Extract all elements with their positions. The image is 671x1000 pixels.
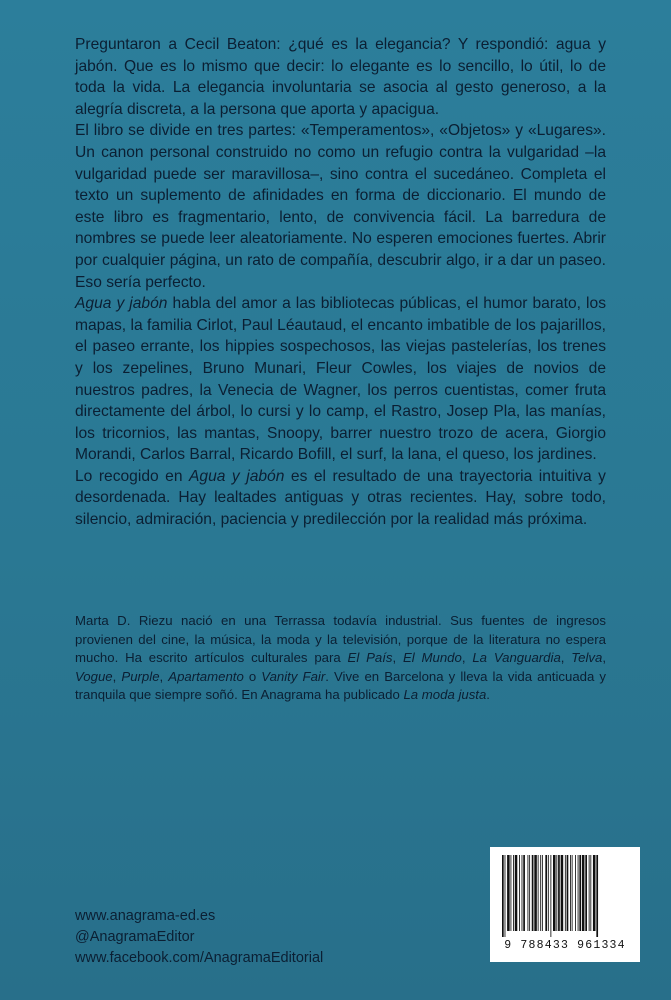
barcode-bar — [522, 855, 523, 931]
barcode-bar — [505, 855, 506, 937]
barcode-bar — [593, 855, 596, 931]
barcode-bar — [534, 855, 537, 931]
barcode-bar — [523, 855, 525, 931]
barcode-bar — [578, 855, 579, 931]
barcode-bar — [529, 855, 530, 931]
isbn-digits: 9 788433 961334 — [504, 939, 626, 952]
blurb-paragraph-2: El libro se divide en tres partes: «Temperamentos», «Objetos» y «Lugares». Un canon personal construido no como un refugio contra la vulgaridad –la vulgaridad puede ser maravillosa–, sino contra el sucedáneo. Completa el texto un suplemento de afinidades en forma de diccionario. El mundo de este libro es fragmentario, lento, de convivencia fácil. La barredura de nombres se puede leer aleatoriamente. No esperen emociones fuertes. Abrir por cualquier página, un rato de compañía, descubrir algo, ir a dar un paseo. Eso sería perfecto. — [75, 122, 606, 291]
blurb-text — [75, 34, 606, 531]
barcode-bar — [590, 855, 591, 931]
publication-title: La Vanguardia — [472, 650, 561, 666]
bio-separator: , — [112, 668, 122, 684]
bio-separator: , — [602, 650, 606, 666]
barcode-bar — [542, 855, 543, 931]
bio-separator: o — [243, 668, 262, 684]
barcode-bar — [556, 855, 557, 931]
barcode-bar — [545, 855, 547, 931]
barcode-bar — [532, 855, 534, 931]
barcode-bar — [579, 855, 581, 931]
barcode-bar — [513, 855, 514, 931]
barcode-bar — [575, 855, 576, 931]
barcode-bar — [553, 855, 556, 931]
barcode-bars — [500, 855, 630, 937]
book-title: Agua y jabón — [75, 295, 168, 313]
publication-title: Apartamento — [168, 668, 244, 684]
twitter-handle[interactable]: @AnagramaEditor — [75, 929, 195, 945]
barcode-bar — [548, 855, 549, 931]
barcode-bar — [585, 855, 587, 931]
barcode-bar — [567, 855, 569, 931]
author-bio-paragraph — [75, 612, 606, 705]
bio-text: . — [486, 687, 490, 703]
bio-text: Marta D. Riezu nació en una Terrassa todavía industrial. Sus fuentes de ingresos provienen del cine, la música, la moda y la televisión, porque de la literatura no espera mucho. Ha escrito artículos culturales para — [75, 613, 606, 666]
barcode-bar — [582, 855, 585, 931]
barcode-bar — [570, 855, 571, 931]
blurb-paragraph-4-lead: Lo recogido en — [75, 467, 190, 485]
barcode-bar — [515, 855, 518, 931]
blurb-paragraph-4 — [75, 466, 606, 531]
barcode-bar — [511, 855, 512, 931]
book-title: Agua y jabón — [189, 467, 285, 485]
blurb-paragraph-4-text: es el resultado de una trayectoria intuitiva y desordenada. Hay lealtades antiguas y otras recientes. Hay, sobre todo, silencio, admiración, paciencia y predilección por la realidad más próxima. — [75, 467, 606, 529]
barcode-bar — [565, 855, 566, 931]
publisher-links — [75, 906, 323, 969]
website-link[interactable]: www.anagrama-ed.es — [75, 908, 216, 924]
barcode-bar — [540, 855, 541, 931]
bio-separator: , — [392, 650, 403, 666]
blurb-paragraph-3 — [75, 293, 606, 466]
barcode-bar — [538, 855, 539, 931]
publication-title: Purple — [121, 668, 160, 684]
bio-separator: , — [560, 650, 572, 666]
barcode-bar — [596, 855, 598, 937]
publication-title: Vogue — [75, 668, 113, 684]
barcode-bar — [502, 855, 504, 937]
bio-separator: , — [159, 668, 169, 684]
barcode-bar — [561, 855, 564, 931]
barcode-bar — [519, 855, 520, 931]
isbn-barcode — [490, 847, 640, 962]
bio-separator: , — [461, 650, 473, 666]
barcode-bar — [558, 855, 560, 931]
blurb-paragraph-3-text: habla del amor a las bibliotecas públicas, el humor barato, los mapas, la familia Cirlot, Paul Léautaud, el encanto imbatible de los pajarillos, el paseo errante, los hippies sospechosos, las viejas pastelerías, los trenes y los zepelines, Bruno Munari, Fleur Cowles, los viajes de novios de nuestros padres, la Venecia de Wagner, los perros cuentistas, comer fruta directamente del árbol, lo cursi y lo camp, el Rastro, Josep Pla, las manías, los tricornios, las mantas, Snoopy, barrer nuestro trozo de acera, Giorgio Morandi, Carlos Barral, Ricardo Bofill, el surf, la lana, el queso, los jardines. — [75, 295, 606, 464]
barcode-bar — [528, 855, 529, 931]
author-bio — [75, 612, 606, 705]
publication-title: El Mundo — [402, 650, 462, 666]
barcode-bar — [507, 855, 510, 931]
facebook-link[interactable]: www.facebook.com/AnagramaEditorial — [75, 950, 324, 966]
barcode-bar — [572, 855, 573, 931]
publication-title: El País — [347, 650, 393, 666]
blurb-paragraph-1: Preguntaron a Cecil Beaton: ¿qué es la elegancia? Y respondió: agua y jabón. Que es lo mismo que decir: lo elegante es lo sencillo, lo útil, lo de toda la vida. La elegancia involuntaria se asocia al gesto generoso, a la alegría discreta, a la persona que aporta y apacigua. — [75, 36, 606, 118]
book-title: La moda justa — [403, 687, 487, 703]
publication-title: Vanity Fair — [261, 668, 326, 684]
barcode-bar — [589, 855, 590, 931]
bio-text: . Vive en Barcelona y lleva la vida anticuada y tranquila que siempre soñó. En Anagrama ha publicado — [75, 668, 606, 703]
publication-title: Telva — [571, 650, 603, 666]
barcode-bar — [550, 855, 551, 937]
